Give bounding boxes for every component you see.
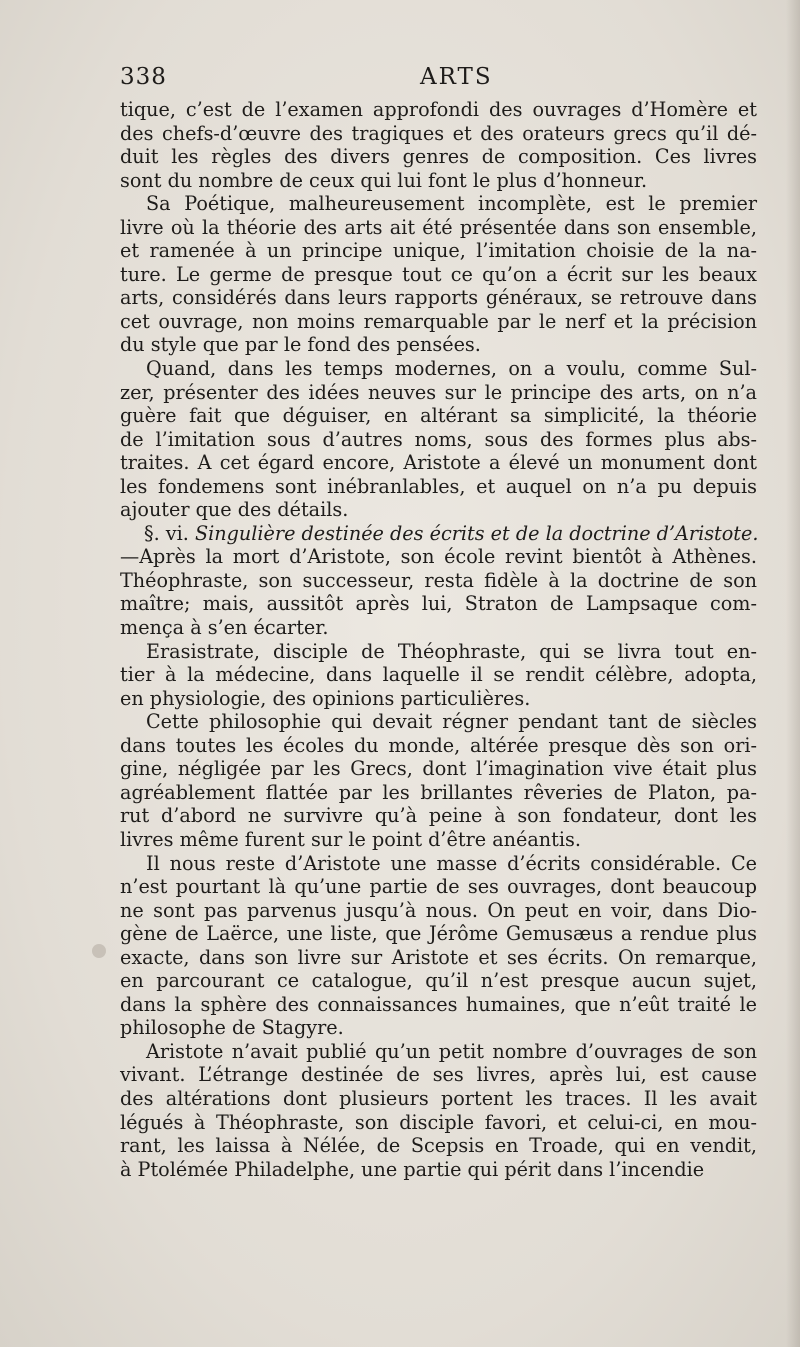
page-edge-shadow	[786, 0, 800, 1347]
section-number: §. vi.	[144, 521, 189, 545]
running-head: ARTS	[420, 64, 493, 90]
text-line: ne sont pas parvenus jusqu’à nous. On peut en voir, dans Dio-	[120, 898, 757, 922]
text-line: dans toutes les écoles du monde, altérée presque dès son ori-	[120, 733, 757, 757]
paragraph-first-line: Il nous reste d’Aristote une masse d’écrits considérable. Ce	[146, 851, 757, 875]
text-line: gène de Laërce, une liste, que Jérôme Gemusæus a rendue plus	[120, 922, 757, 946]
paragraph-first-line: Quand, dans les temps modernes, on a voulu, comme Sul-	[146, 357, 757, 381]
text-line: duit les règles des divers genres de composition. Ces livres	[120, 145, 757, 169]
text-line: les fondemens sont inébranlables, et auquel on n’a pu depuis	[120, 474, 757, 498]
text-line: ajouter que des détails.	[120, 498, 349, 522]
text-line: vivant. L’étrange destinée de ses livres, après lui, est cause	[120, 1063, 757, 1087]
text-line: légués à Théophraste, son disciple favori, et celui-ci, en mou-	[120, 1110, 757, 1134]
text-line: de l’imitation sous d’autres noms, sous des formes plus abs-	[120, 427, 757, 451]
text-line: —Après la mort d’Aristote, son école revint bientôt à Athènes.	[120, 545, 757, 569]
section-title: Singulière destinée des écrits et de la doctrine d’Aristote.	[194, 521, 759, 545]
text-line: tier à la médecine, dans laquelle il se rendit célèbre, adopta,	[120, 663, 757, 687]
text-line: zer, présenter des idées neuves sur le principe des arts, on n’a	[120, 380, 757, 404]
text-line: des altérations dont plusieurs portent les traces. Il les avait	[120, 1086, 757, 1110]
paragraph-first-line: Cette philosophie qui devait régner pendant tant de siècles	[146, 710, 757, 734]
text-line: tique, c’est de l’examen approfondi des ouvrages d’Homère et	[120, 98, 757, 121]
text-line: dans la sphère des connaissances humaines, que n’eût traité le	[120, 992, 757, 1016]
paper-stain	[92, 944, 106, 958]
text-line: livres même furent sur le point d’être anéantis.	[120, 827, 581, 851]
text-line: n’est pourtant là qu’une partie de ses ouvrages, dont beaucoup	[120, 875, 757, 899]
text-line: arts, considérés dans leurs rapports généraux, se retrouve dans	[120, 286, 757, 310]
text-line: rut d’abord ne survivre qu’à peine à son fondateur, dont les	[120, 804, 757, 828]
text-line: en physiologie, des opinions particulières.	[120, 686, 531, 710]
page-number: 338	[120, 64, 167, 90]
text-line: cet ouvrage, non moins remarquable par le nerf et la précision	[120, 309, 757, 333]
paragraph-first-line: Sa Poétique, malheureusement incomplète, est le premier	[146, 192, 757, 216]
text-line: philosophe de Stagyre.	[120, 1016, 344, 1040]
text-line: du style que par le fond des pensées.	[120, 333, 481, 357]
text-line: en parcourant ce catalogue, qu’il n’est presque aucun sujet,	[120, 969, 757, 993]
text-line: ture. Le germe de presque tout ce qu’on a écrit sur les beaux	[120, 262, 757, 286]
text-line: et ramenée à un principe unique, l’imitation choisie de la na-	[120, 239, 757, 263]
text-line: mença à s’en écarter.	[120, 616, 329, 640]
text-line: des chefs-d’œuvre des tragiques et des orateurs grecs qu’il dé-	[120, 121, 757, 145]
paragraph-first-line: Aristote n’avait publié qu’un petit nombre d’ouvrages de son	[146, 1039, 757, 1063]
text-line: agréablement flattée par les brillantes rêveries de Platon, pa-	[120, 780, 757, 804]
section-heading	[120, 522, 757, 546]
page-header	[120, 64, 760, 98]
text-line: traites. A cet égard encore, Aristote a élevé un monument dont	[120, 451, 757, 475]
text-line: guère fait que déguiser, en altérant sa simplicité, la théorie	[120, 404, 757, 428]
text-line: à Ptolémée Philadelphe, une partie qui périt dans l’incendie	[120, 1157, 705, 1181]
paragraph-first-line: Erasistrate, disciple de Théophraste, qui se livra tout en-	[146, 639, 757, 663]
body-text	[120, 98, 757, 1181]
text-line: maître; mais, aussitôt après lui, Straton de Lampsaque com-	[120, 592, 757, 616]
text-line: exacte, dans son livre sur Aristote et ses écrits. On remarque,	[120, 945, 757, 969]
text-line: livre où la théorie des arts ait été présentée dans son ensemble,	[120, 215, 757, 239]
text-line: Théophraste, son successeur, resta fidèle à la doctrine de son	[120, 568, 757, 592]
text-line: sont du nombre de ceux qui lui font le plus d’honneur.	[120, 168, 648, 192]
text-line: gine, négligée par les Grecs, dont l’imagination vive était plus	[120, 757, 757, 781]
text-line: rant, les laissa à Nélée, de Scepsis en Troade, qui en vendit,	[120, 1134, 757, 1158]
